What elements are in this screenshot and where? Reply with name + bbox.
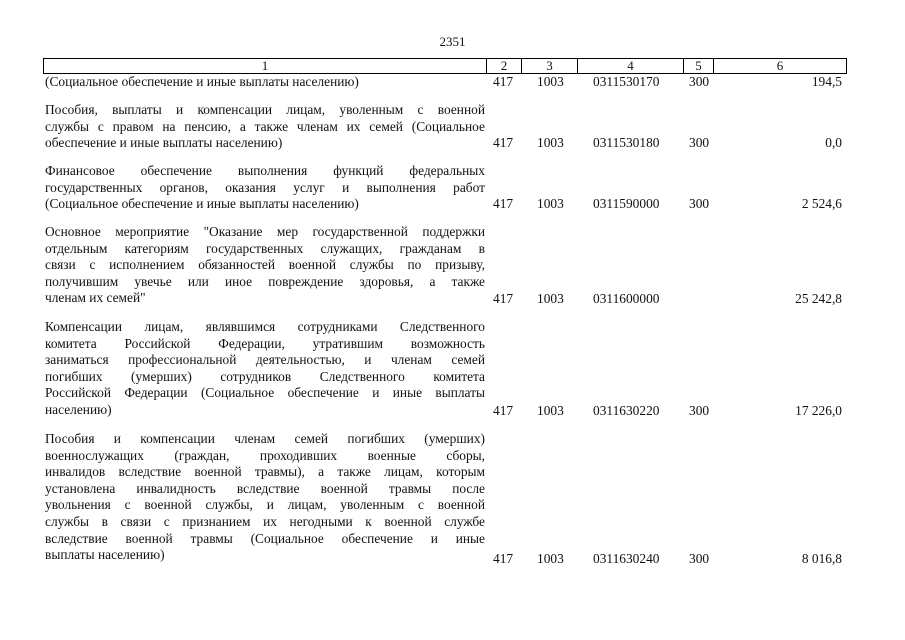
description-line: Пособия, выплаты и компенсации лицам, уволенным с военной [45,102,485,117]
cell-col-3: 1003 [537,74,564,89]
header-col-5: 5 [683,59,713,73]
cell-col-4: 0311630220 [593,403,660,418]
header-col-2: 2 [486,59,521,73]
description-line: связи с исполнением обязанностей военной службы по призыву, [45,257,485,273]
cell-col-4: 0311600000 [593,291,660,306]
description-line: службы в связи с признанием их негодными к военной службе [45,513,485,529]
description-line: военнослужащих (граждан, проходивших военные сборы, [45,447,485,463]
description-line: Российской Федерации (Социальное обеспечение и иные выплаты [45,385,485,401]
row-description [45,319,485,419]
description-line: (Социальное обеспечение и иные выплаты населению) [45,196,359,212]
cell-col-4: 0311630240 [593,551,660,566]
cell-col-2: 417 [493,196,514,211]
header-col-3: 3 [521,59,577,73]
description-line: отдельным категориям государственных служащих, гражданам в [45,240,485,256]
cell-col-5: 300 [689,74,710,89]
description-line: населению) [45,401,112,417]
description-line: комитета Российской Федерации, утратившим возможность [45,335,485,351]
description-line: Финансовое обеспечение выполнения функций федеральных [45,163,485,178]
cell-col-3: 1003 [537,551,564,566]
description-line: инвалидов вследствие военной травмы), а также лицам, которым [45,464,485,480]
page-number: 2351 [439,34,466,49]
header-col-1: 1 [43,59,486,73]
description-line: членам их семей" [45,290,146,306]
cell-col-5: 300 [689,196,710,211]
description-line: получившим увечье или иное повреждение здоровья, а также [45,273,485,289]
description-line: выплаты населению) [45,547,165,563]
header-col-4: 4 [577,59,683,73]
cell-col-2: 417 [493,291,514,306]
description-line: обеспечение и иные выплаты населению) [45,135,283,151]
cell-col-6: 194,5 [811,74,842,89]
row-description [45,431,485,564]
description-line: установлена инвалидность вследствие военной травмы после [45,480,485,496]
cell-col-4: 0311530180 [593,135,660,150]
description-line: государственных органов, оказания услуг и выполнения работ [45,179,485,195]
cell-col-2: 417 [493,403,514,418]
cell-col-2: 417 [493,551,514,566]
cell-col-2: 417 [493,135,514,150]
description-line: Пособия и компенсации членам семей погибших (умерших) [45,431,485,446]
cell-col-3: 1003 [537,196,564,211]
cell-col-6: 0,0 [825,135,842,150]
row-description [45,163,485,213]
description-line: (Социальное обеспечение и иные выплаты населению) [45,74,359,89]
description-line: Компенсации лицам, являвшимся сотрудниками Следственного [45,319,485,334]
cell-col-6: 2 524,6 [801,196,842,211]
cell-col-5: 300 [689,403,710,418]
description-line: Основное мероприятие "Оказание мер государственной поддержки [45,224,485,239]
description-line: службы с правом на пенсию, а также членам их семей (Социальное [45,118,485,134]
description-line: заниматься профессиональной деятельностью, и членам семей [45,352,485,368]
cell-col-5: 300 [689,551,710,566]
row-description [45,224,485,307]
description-line: погибших (умерших) сотрудников Следственного комитета [45,368,485,384]
row-description [45,74,485,91]
cell-col-6: 17 226,0 [795,403,842,418]
cell-col-6: 8 016,8 [801,551,842,566]
description-line: увольнения с военной службы, и лицам, уволенным с военной [45,497,485,513]
header-col-6: 6 [713,59,847,73]
cell-col-6: 25 242,8 [795,291,842,306]
cell-col-3: 1003 [537,403,564,418]
cell-col-4: 0311590000 [593,196,660,211]
cell-col-3: 1003 [537,291,564,306]
cell-col-5: 300 [689,135,710,150]
row-description [45,102,485,152]
cell-col-2: 417 [493,74,514,89]
table-header [43,58,847,74]
cell-col-4: 0311530170 [593,74,660,89]
description-line: вследствие военной травмы (Социальное обеспечение и иные [45,530,485,546]
cell-col-3: 1003 [537,135,564,150]
